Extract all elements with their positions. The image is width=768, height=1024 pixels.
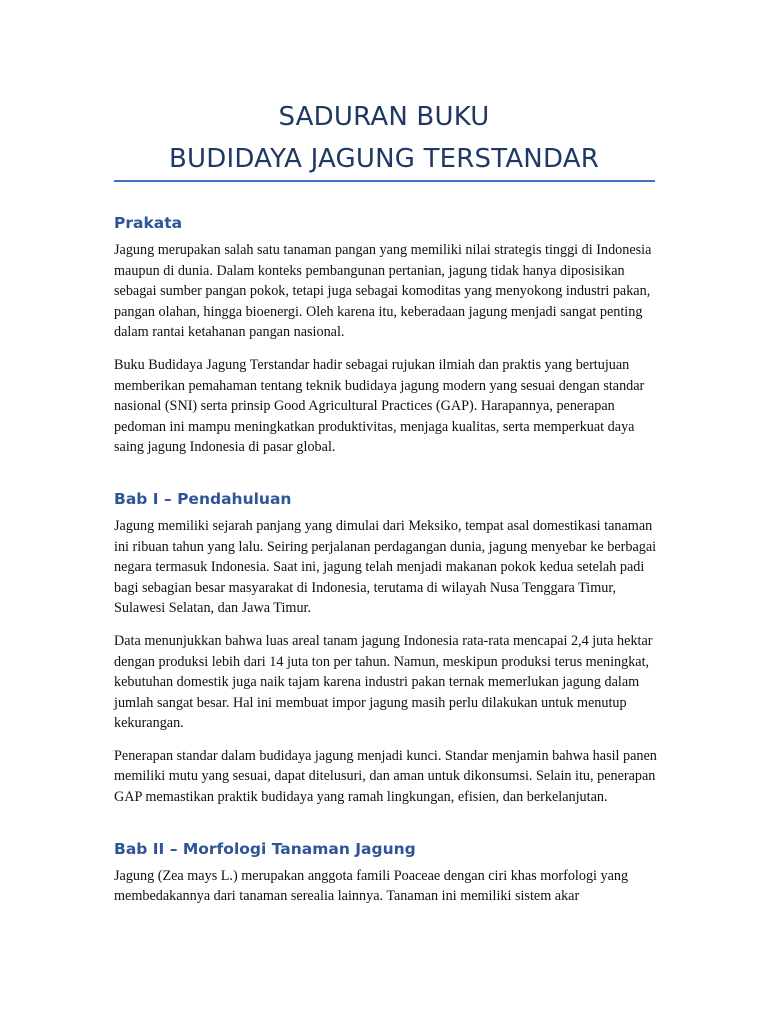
document-title [114,96,654,180]
section-bab-1 [114,482,659,808]
paragraph: Jagung merupakan salah satu tanaman pangan yang memiliki nilai strategis tinggi di Indonesia maupun di dunia. Dalam konteks pembangunan pertanian, jagung tidak hanya diposisikan sebagai sumber pangan pokok, tetapi juga sebagai komoditas yang menyokong industri pakan, pangan olahan, hingga bioenergi. Oleh karena itu, keberadaan jagung menjadi sangat penting dalam rantai ketahanan pangan nasional. [114,242,652,341]
title-line-1: SADURAN BUKU [278,102,490,132]
paragraph: Jagung (Zea mays L.) merupakan anggota famili Poaceae dengan ciri khas morfologi yang membedakannya dari tanaman serealia lainnya. Tanaman ini memiliki sistem akar [114,867,629,905]
section-heading: Bab I – Pendahuluan [114,489,292,508]
title-line-2: BUDIDAYA JAGUNG TERSTANDAR [169,144,599,174]
paragraph: Data menunjukkan bahwa luas areal tanam jagung Indonesia rata-rata mencapai 2,4 juta hektar dengan produksi lebih dari 14 juta ton per tahun. Namun, meskipun produksi terus meningkat, kebutuhan domestik juga naik tajam karena industri pakan ternak memerlukan jagung dalam jumlah sangat besar. Hal ini membuat impor jagung masih perlu dilakukan untuk menutup kekurangan. [114,632,653,732]
title-underline [114,180,655,182]
section-prakata [114,206,659,458]
section-heading: Prakata [114,214,183,232]
section-spacer [114,820,659,832]
section-bab-2 [114,832,659,907]
paragraph: Jagung memiliki sejarah panjang yang dimulai dari Meksiko, tempat asal domestikasi tanaman ini ribuan tahun yang lalu. Seiring perjalanan perdagangan dunia, jagung menyebar ke berbagai negara termasuk Indonesia. Saat ini, jagung telah menjadi makanan pokok kedua setelah padi bagi sebagian besar masyarakat di Indonesia, terutama di wilayah Nusa Tenggara Timur, Sulawesi Selatan, dan Jawa Timur. [114,517,657,617]
paragraph: Penerapan standar dalam budidaya jagung menjadi kunci. Standar menjamin bahwa hasil panen memiliki mutu yang sesuai, dapat ditelusuri, dan aman untuk dikonsumsi. Selain itu, penerapan GAP memastikan praktik budidaya yang ramah lingkungan, efisien, dan berkelanjutan. [114,747,657,806]
paragraph: Buku Budidaya Jagung Terstandar hadir sebagai rujukan ilmiah dan praktis yang bertujuan memberikan pemahaman tentang teknik budidaya jagung modern yang sesuai dengan standar nasional (SNI) serta prinsip Good Agricultural Practices (GAP). Harapannya, penerapan pedoman ini mampu meningkatkan produktivitas, menjaga kualitas, serta memperkuat daya saing jagung Indonesia di pasar global. [114,356,645,456]
section-heading: Bab II – Morfologi Tanaman Jagung [114,839,416,858]
document-body [114,206,659,919]
section-spacer [114,470,659,482]
